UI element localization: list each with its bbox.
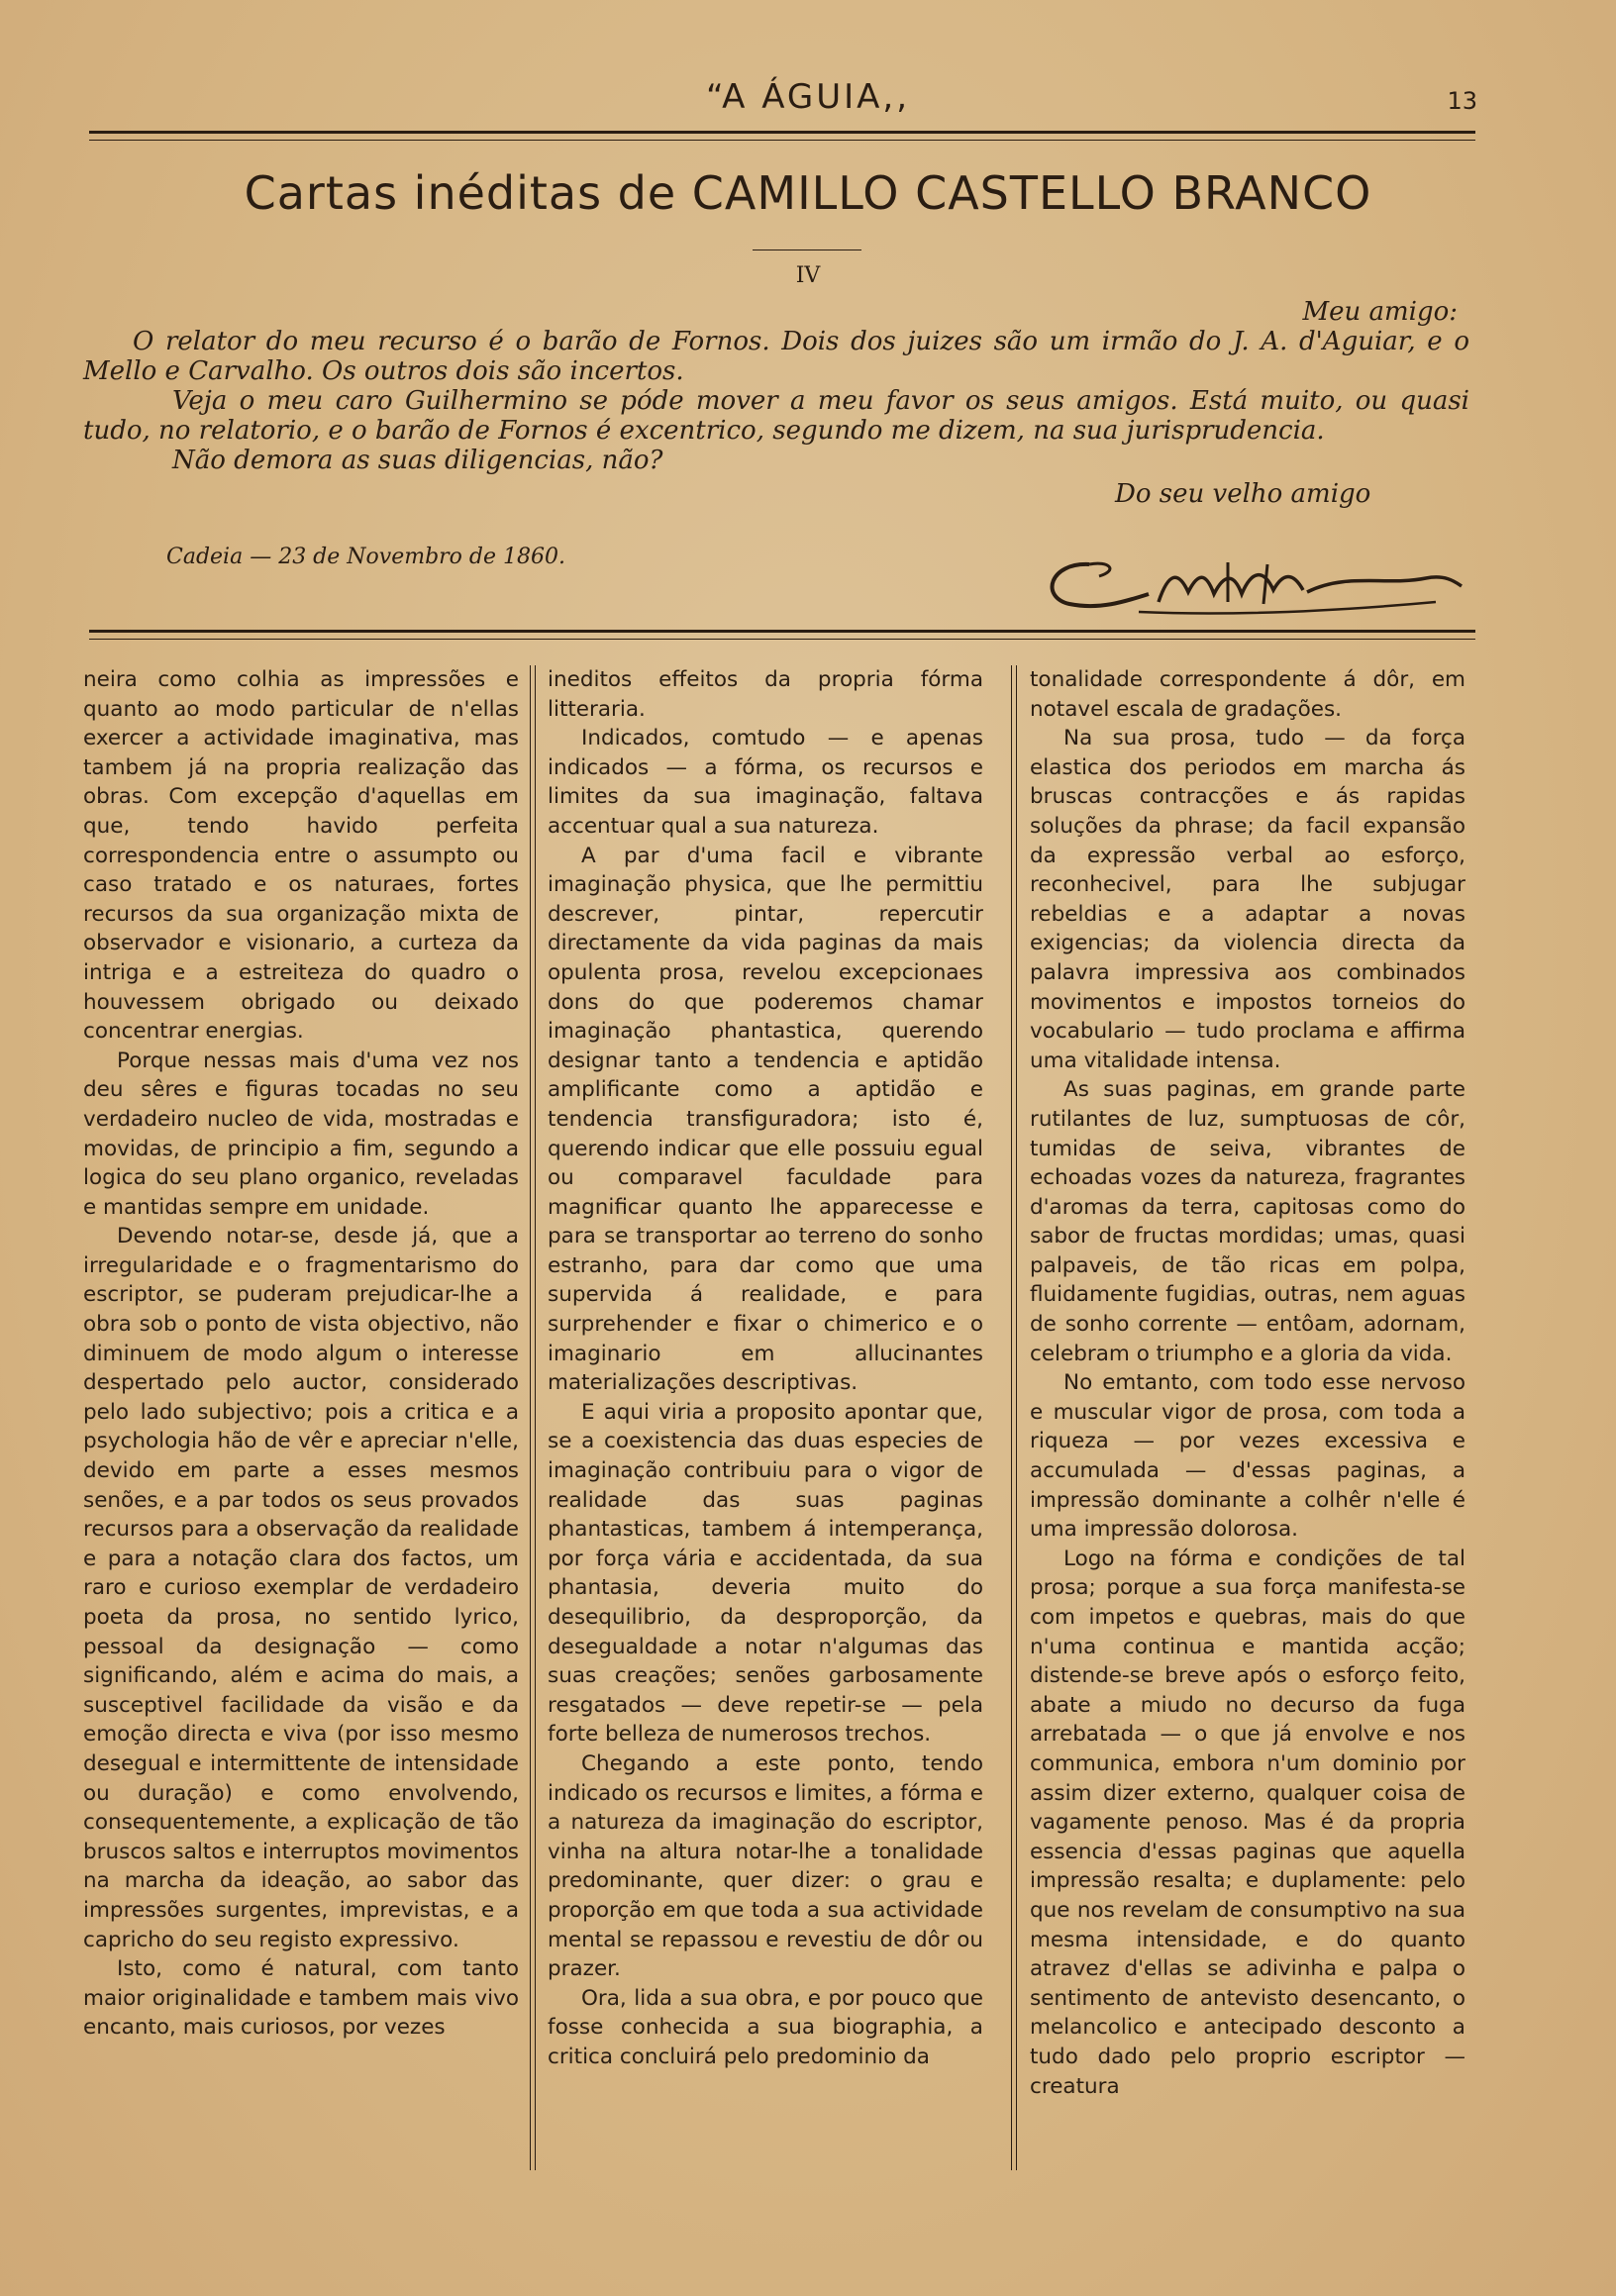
article-columns	[83, 665, 1475, 2180]
page-number: 13	[1447, 87, 1477, 115]
column-paragraph: As suas paginas, em grande parte rutilantes de luz, sumptuosas de côr, tumidas de seiva, vibrantes de echoadas vozes da natureza, fragrantes d'aromas da terra, capitosas como do sabor de fructas mordidas; umas, quasi palpaveis, de tão ricas em polpa, fluidamente fugidias, outras, nem aguas de sonho corrente — entôam, adornam, celebram o triumpho e a gloria da vida.	[1030, 1077, 1465, 1366]
section-numeral: IV	[795, 263, 821, 288]
letter-body	[83, 327, 1469, 475]
text-column-3	[1030, 665, 1465, 2180]
section-rule	[89, 630, 1475, 640]
text-column-1	[83, 665, 519, 2180]
column-paragraph: ineditos effeitos da propria fórma litteraria.	[548, 667, 983, 722]
letter-paragraph: Não demora as suas diligencias, não?	[172, 446, 663, 475]
handwritten-signature	[1030, 543, 1465, 622]
column-paragraph: E aqui viria a proposito apontar que, se a coexistencia das duas especies de imaginação contribuiu para o vigor de realidade das suas paginas phantasticas, tambem á intemperança, por força vária e accidentada, da sua phantasia, deveria muito do desequilibrio, da desproporção, da desegualdade a notar n'algumas das suas creações; senões garbosamente resgatados — deve repetir-se — pela forte belleza de numerosos trechos.	[548, 1399, 983, 1747]
letter-salutation: Meu amigo:	[1302, 297, 1458, 327]
column-paragraph: Chegando a este ponto, tendo indicado os recursos e limites, a fórma e a natureza da imaginação do escriptor, vinha na altura notar-lhe a tonalidade predominante, quer dizer: o grau e proporção em que toda a sua actividade mental se repassou e revestiu de dôr ou prazer.	[548, 1750, 983, 1982]
column-paragraph: Ora, lida a sua obra, e por pouco que fosse conhecida a sua biographia, a critica concluirá pelo predominio da	[548, 1985, 983, 2069]
column-paragraph: Porque nessas mais d'uma vez nos deu sêres e figuras tocadas no seu verdadeiro nucleo de vida, mostradas e movidas, de principio a fim, segundo a logica do seu plano organico, reveladas e mantidas sempre em unidade.	[83, 1048, 519, 1220]
letter-dateline: Cadeia — 23 de Novembro de 1860.	[166, 545, 565, 569]
column-paragraph: Na sua prosa, tudo — da força elastica dos periodos em marcha ás bruscas contracções e ás rapidas soluções da phrase; da facil expansão da expressão verbal ao esforço, reconhecivel, para lhe subjugar rebeldias e a adaptar a novas exigencias; da violencia directa da palavra impressiva aos combinados movimentos e impostos torneios do vocabulario — tudo proclama e affirma uma vitalidade intensa.	[1030, 726, 1465, 1073]
running-head: “A ÁGUIA,,	[705, 77, 911, 117]
header-rule	[89, 131, 1475, 141]
column-paragraph: neira como colhia as impressões e quanto ao modo particular de n'ellas exercer a actividade imaginativa, mas tambem já na propria realização das obras. Com excepção d'aquellas em que, tendo havido perfeita correspondencia entre o assumpto ou caso tratado e os naturaes, fortes recursos da sua organização mixta de observador e visionario, a curteza da intriga e a estreiteza do quadro o houvessem obrigado ou deixado concentrar energias.	[83, 667, 519, 1045]
column-divider	[530, 665, 531, 2170]
letter-paragraph: O relator do meu recurso é o barão de Fornos. Dois dos juizes são um irmão do J. A. d'Aguiar, e o Mello e Carvalho. Os outros dois são incertos.	[83, 327, 1469, 386]
article-title: Cartas inéditas de CAMILLO CASTELLO BRANCO	[244, 166, 1372, 220]
column-divider	[1011, 665, 1012, 2170]
column-paragraph: No emtanto, com todo esse nervoso e muscular vigor de prosa, com toda a riqueza — por vezes excessiva e accumulada — d'essas paginas, a impressão dominante a colhêr n'elle é uma impressão dolorosa.	[1030, 1370, 1465, 1543]
column-paragraph: tonalidade correspondente á dôr, em notavel escala de gradações.	[1030, 667, 1465, 722]
text-column-2	[548, 665, 983, 2180]
column-divider	[1016, 665, 1017, 2170]
column-paragraph: A par d'uma facil e vibrante imaginação physica, que lhe permittiu descrever, pintar, repercutir directamente da vida paginas da mais opulenta prosa, revelou excepcionaes dons do que poderemos chamar imaginação phantastica, querendo designar tanto a tendencia e aptidão amplificante como a aptidão e tendencia transfiguradora; isto é, querendo indicar que elle possuiu egual ou comparavel faculdade para magnificar quanto lhe apparecesse e para se transportar ao terreno do sonho estranho, para dar como que uma supervida á realidade, e para surprehender e fixar o chimerico e o imaginario em allucinantes materializações descriptivas.	[548, 843, 983, 1396]
column-paragraph: Indicados, comtudo — e apenas indicados — a fórma, os recursos e limites da sua imaginação, faltava accentuar qual a sua natureza.	[548, 726, 983, 839]
column-divider	[535, 665, 536, 2170]
column-paragraph: Devendo notar-se, desde já, que a irregularidade e o fragmentarismo do escriptor, se puderam prejudicar-lhe a obra sob o ponto de vista objectivo, não diminuem de modo algum o interesse despertado pelo auctor, considerado pelo lado subjectivo; pois a critica e a psychologia hão de vêr e apreciar n'elle, devido em parte a esses mesmos senões, e a par todos os seus provados recursos para a observação da realidade e para a notação clara dos factos, um raro e curioso exemplar de verdadeiro poeta da prosa, no sentido lyrico, pessoal da designação — como significando, além e acima do mais, a susceptivel facilidade da visão e da emoção directa e viva (por isso mesmo desegual e intermittente de intensidade ou duração) e como envolvendo, consequentemente, a explicação de tão bruscos saltos e interruptos movimentos na marcha da ideação, ao sabor das impressões surgentes, imprevistas, e a capricho do seu registo expressivo.	[83, 1224, 519, 1952]
column-paragraph: Isto, como é natural, com tanto maior originalidade e tambem mais vivo encanto, mais curiosos, por vezes	[83, 1956, 519, 2041]
column-paragraph: Logo na fórma e condições de tal prosa; porque a sua força manifesta-se com impetos e quebras, mais do que n'uma continua e mantida acção; distende-se breve após o esforço feito, abate a miudo no decurso da fuga arrebatada — o que já envolve e nos communica, embora n'um dominio por assim dizer externo, qualquer coisa de vagamente penoso. Mas é da propria essencia d'essas paginas que aquella impressão resalta; e duplamente: pelo que nos revelam de consumptivo na sua mesma intensidade, e do quanto atravez d'ellas se adivinha e palpa o sentimento de antevisto desencanto, o melancolico e antecipado desconto a tudo dado pelo proprio escriptor — creatura	[1030, 1546, 1465, 2099]
letter-paragraph: Veja o meu caro Guilhermino se póde mover a meu favor os seus amigos. Está muito, ou quasi tudo, no relatorio, e o barão de Fornos é excentrico, segundo me dizem, na sua jurisprudencia.	[83, 386, 1469, 446]
letter-closing: Do seu velho amigo	[1115, 479, 1371, 509]
